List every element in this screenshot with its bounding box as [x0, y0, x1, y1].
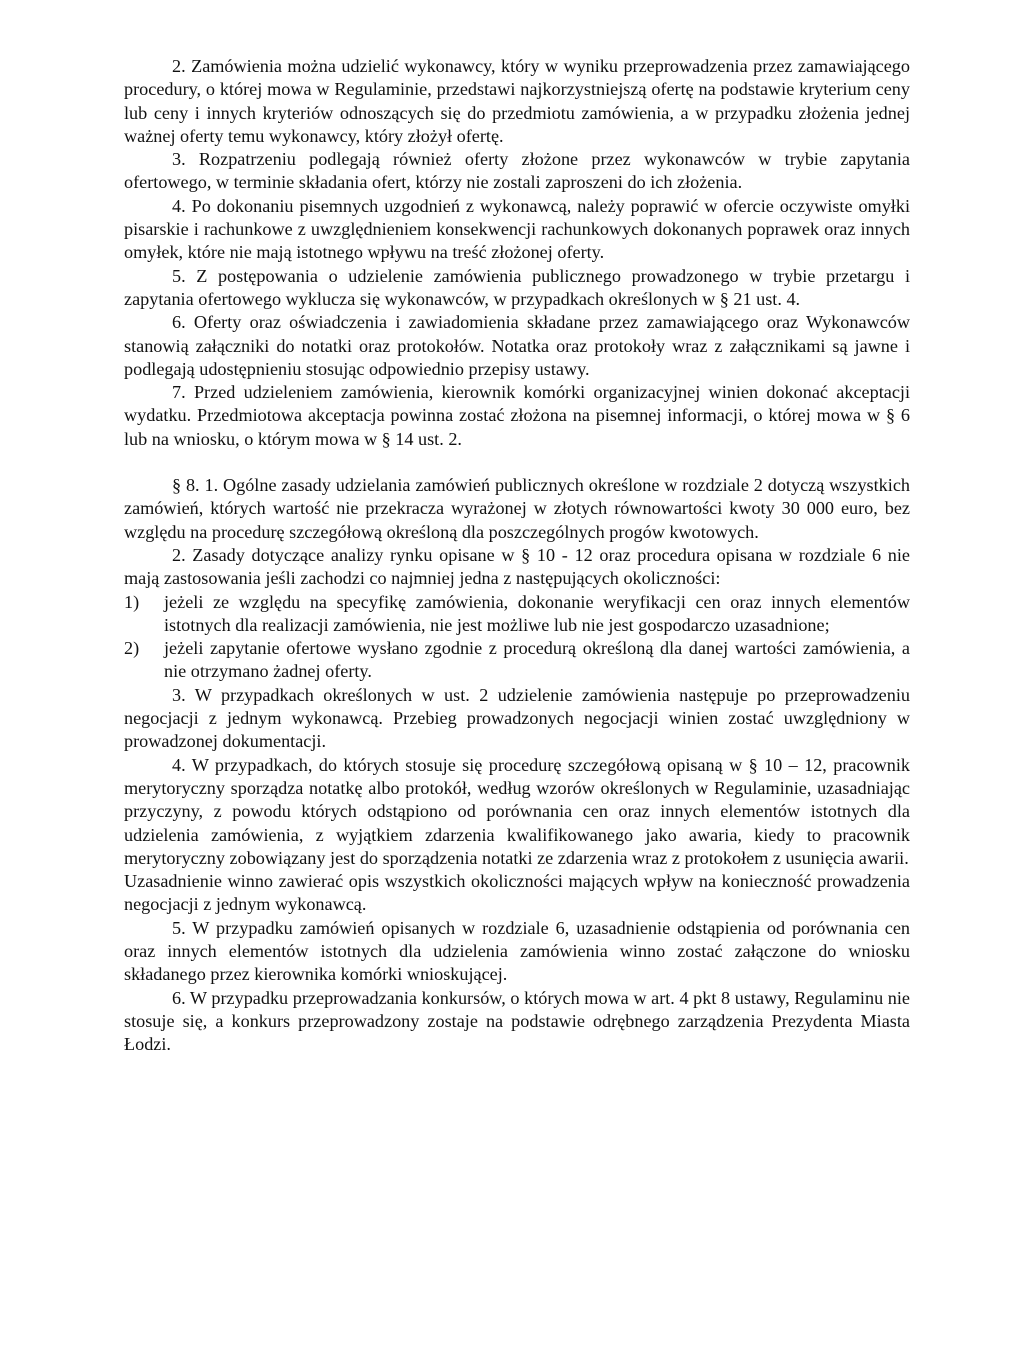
section-8-paragraph-1: § 8. 1. Ogólne zasady udzielania zamówień publicznych określone w rozdziale 2 dotyczą wszystkich zamówień, których wartość nie przekracza wyrażonej w złotych równowartości kwoty 30 000 euro, bez względu na procedurę szczegółową określoną dla poszczególnych progów kwotowych.: [124, 475, 910, 542]
list-item-number: 2): [124, 638, 140, 659]
paragraph-7-6: 6. Oferty oraz oświadczenia i zawiadomienia składane przez zamawiającego oraz Wykonawców stanowią załączniki do notatki oraz protokołów. Notatka oraz protokoły wraz z załącznikami są jawne i podlegają udostępnieniu stosując odpowiednio przepisy ustawy.: [124, 312, 910, 379]
section-8-paragraph-3: 3. W przypadkach określonych w ust. 2 udzielenie zamówienia następuje po przeprowadzeniu negocjacji z jednym wykonawcą. Przebieg prowadzonych negocjacji winien zostać uwzględniony w prowadzonej dokumentacji.: [124, 684, 910, 752]
paragraph-7-2: 2. Zamówienia można udzielić wykonawcy, który w wyniku przeprowadzenia przez zamawiającego procedury, o której mowa w Regulaminie, przedstawi najkorzystniejszą ofertę na podstawie kryterium ceny lub ceny i innych kryteriów odnoszących się do przedmiotu zamówienia, a w przypadku złożenia jednej ważnej oferty temu wykonawcy, który złożył ofertę.: [124, 56, 910, 146]
paragraph-7-4: 4. Po dokonaniu pisemnych uzgodnień z wykonawcą, należy poprawić w ofercie oczywiste omyłki pisarskie i rachunkowe z uwzględnieniem konsekwencji rachunkowych dokonanych poprawek oraz innych omyłek, które nie mają istotnego wpływu na treść złożonej oferty.: [124, 195, 910, 263]
section-8-paragraph-4-justification: Uzasadnienie winno zawierać opis wszystkich okoliczności mających wpływ na konieczność prowadzenia negocjacji z jednym wykonawcą.: [124, 871, 910, 915]
list-item: [124, 637, 910, 684]
paragraph-7-5: 5. Z postępowania o udzielenie zamówienia publicznego prowadzonego w trybie przetargu i zapytania ofertowego wyklucza się wykonawców, w przypadkach określonych w § 21 ust. 4.: [124, 265, 910, 309]
list-item-number: 1): [124, 591, 140, 612]
section-8-paragraph-2: 2. Zasady dotyczące analizy rynku opisane w § 10 - 12 oraz procedura opisana w rozdziale 6 nie mają zastosowania jeśli zachodzi co najmniej jedna z następujących okoliczności:: [124, 544, 910, 589]
section-8-paragraph-4: 4. W przypadkach, do których stosuje się procedurę szczegółową opisaną w § 10 – 12, pracownik merytoryczny sporządza notatkę albo protokół, według wzorów określonych w Regulaminie, uzasadniając przyczyny, z powodu których odstąpiono od porównania cen oraz innych elementów istotnych dla udzielenia zamówienia, z wyjątkiem zdarzenia kwalifikowanego jako awaria, kiedy to pracownik merytoryczny zobowiązany jest do sporządzenia notatki ze zdarzenia wraz z protokołem z usunięcia awarii.: [124, 754, 910, 868]
document-page: [124, 55, 910, 1056]
circumstances-list: [124, 591, 910, 684]
list-item-text: jeżeli ze względu na specyfikę zamówienia, dokonanie weryfikacji cen oraz innych elementów istotnych dla realizacji zamówienia, nie jest możliwe lub nie jest gospodarczo uzasadnione;: [164, 591, 910, 635]
paragraph-7-3: 3. Rozpatrzeniu podlegają również oferty złożone przez wykonawców w trybie zapytania ofertowego, w terminie składania ofert, którzy nie zostali zaproszeni do ich złożenia.: [124, 149, 910, 193]
section-8-paragraph-5: 5. W przypadku zamówień opisanych w rozdziale 6, uzasadnienie odstąpienia od porównania cen oraz innych elementów istotnych dla udzielenia zamówienia winno zostać załączone do wniosku składanego przez kierownika komórki wnioskującej.: [124, 917, 910, 985]
list-item-text: jeżeli zapytanie ofertowe wysłano zgodnie z procedurą określoną dla danej wartości zamówienia, a nie otrzymano żadnej oferty.: [164, 638, 910, 682]
section-8-paragraph-6: 6. W przypadku przeprowadzania konkursów, o których mowa w art. 4 pkt 8 ustawy, Regulaminu nie stosuje się, a konkurs przeprowadzony zostaje na podstawie odrębnego zarządzenia Prezydenta Miasta Łodzi.: [124, 987, 910, 1055]
list-item: [124, 591, 910, 638]
paragraph-7-7: 7. Przed udzieleniem zamówienia, kierownik komórki organizacyjnej winien dokonać akceptacji wydatku. Przedmiotowa akceptacja powinna zostać złożona na pisemnej informacji, o której mowa w § 6 lub na wniosku, o którym mowa w § 14 ust. 2.: [124, 382, 910, 449]
